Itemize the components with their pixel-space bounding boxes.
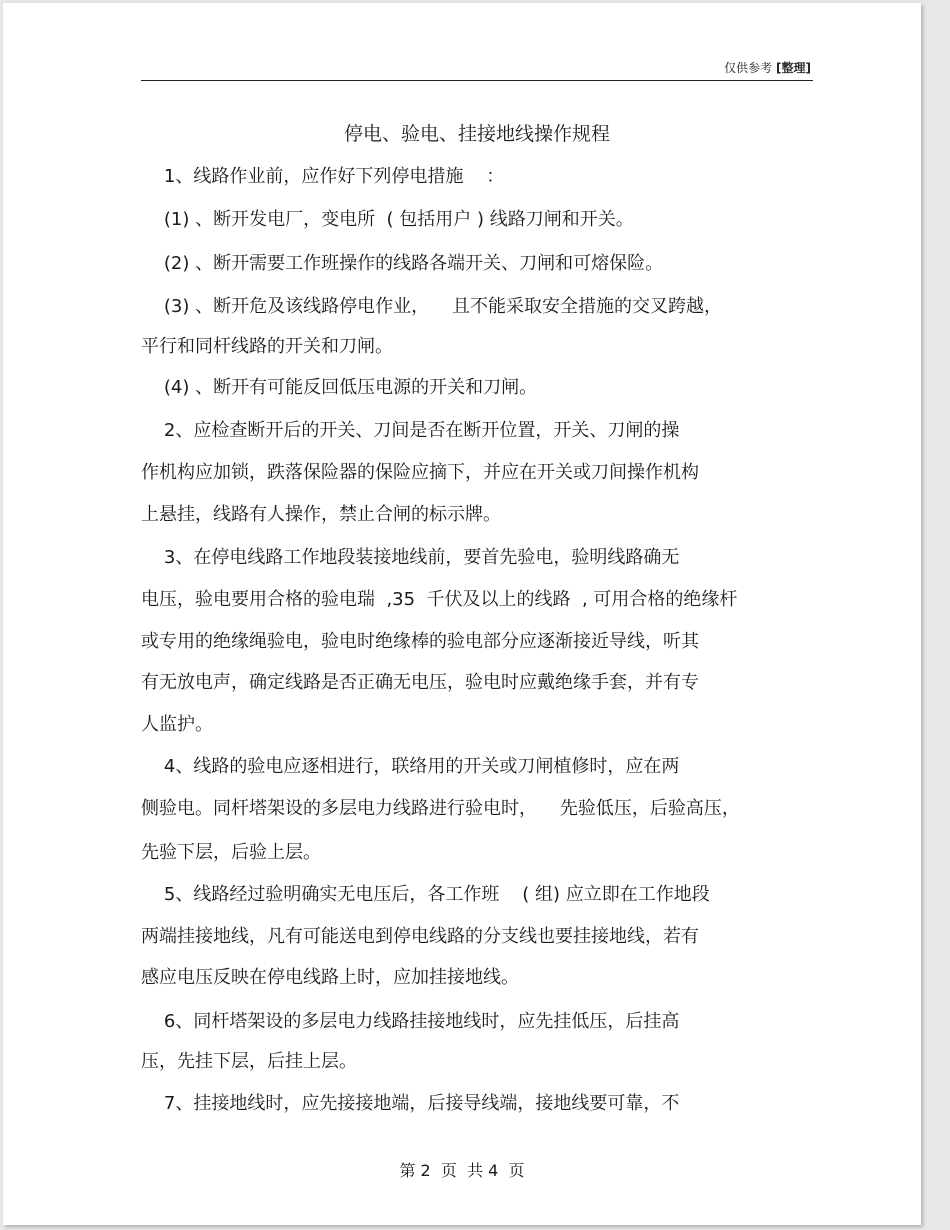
header-note xyxy=(724,59,811,76)
body-line: 电压，验电要用合格的验电瑞 ,35 千伏及以上的线路 , 可用合格的绝缘杆 xyxy=(141,589,738,610)
page-number-footer: 第 2 页 共 4 页 xyxy=(399,1161,525,1180)
body-line: 6、同杆塔架设的多层电力线路挂接地线时，应先挂低压，后挂高 xyxy=(141,1011,680,1032)
body-line: 2、应检查断开后的开关、刀间是否在断开位置，开关、刀闸的操 xyxy=(141,420,680,441)
body-line: 平行和同杆线路的开关和刀闸。 xyxy=(141,336,393,357)
body-line: 先验下层，后验上层。 xyxy=(141,842,321,863)
header-note-bracket: [整理] xyxy=(776,61,811,75)
document-page xyxy=(3,3,921,1225)
body-line: 4、线路的验电应逐相进行，联络用的开关或刀闸植修时，应在两 xyxy=(141,756,680,777)
header-note-prefix: 仅供参考 xyxy=(724,61,773,75)
body-line: 两端挂接地线，凡有可能送电到停电线路的分支线也要挂接地线，若有 xyxy=(141,926,699,947)
body-line: 作机构应加锁，跌落保险器的保险应摘下，并应在开关或刀间操作机构 xyxy=(141,462,699,483)
body-line: 压，先挂下层，后挂上层。 xyxy=(141,1051,357,1072)
body-line: 7、挂接地线时，应先接接地端，后接导线端，接地线要可靠，不 xyxy=(141,1093,680,1114)
body-line: (1) 、断开发电厂，变电所 ( 包括用户 ) 线路刀闸和开关。 xyxy=(141,209,634,230)
document-title: 停电、验电、挂接地线操作规程 xyxy=(343,123,610,145)
body-line: 感应电压反映在停电线路上时，应加挂接地线。 xyxy=(141,967,519,988)
body-line: 1、线路作业前，应作好下列停电措施 ： xyxy=(141,166,505,187)
body-line: (4) 、断开有可能反回低压电源的开关和刀闸。 xyxy=(141,377,538,398)
body-line: 5、线路经过验明确实无电压后，各工作班 ( 组) 应立即在工作地段 xyxy=(141,884,710,905)
body-line: 上悬挂，线路有人操作，禁止合闸的标示牌。 xyxy=(141,504,501,525)
body-line: 人监护。 xyxy=(141,714,213,735)
body-line: 或专用的绝缘绳验电，验电时绝缘棒的验电部分应逐渐接近导线，听其 xyxy=(141,631,699,652)
body-line: (3) 、断开危及该线路停电作业， 且不能采取安全措施的交叉跨越， xyxy=(141,296,722,317)
body-line: 3、在停电线路工作地段装接地线前，要首先验电，验明线路确无 xyxy=(141,547,680,568)
body-line: 侧验电。同杆塔架设的多层电力线路进行验电时， 先验低压，后验高压， xyxy=(141,798,740,819)
body-line: 有无放电声，确定线路是否正确无电压，验电时应戴绝缘手套，并有专 xyxy=(141,672,699,693)
body-line: (2) 、断开需要工作班操作的线路各端开关、刀闸和可熔保险。 xyxy=(141,253,664,274)
header-rule xyxy=(141,80,813,81)
